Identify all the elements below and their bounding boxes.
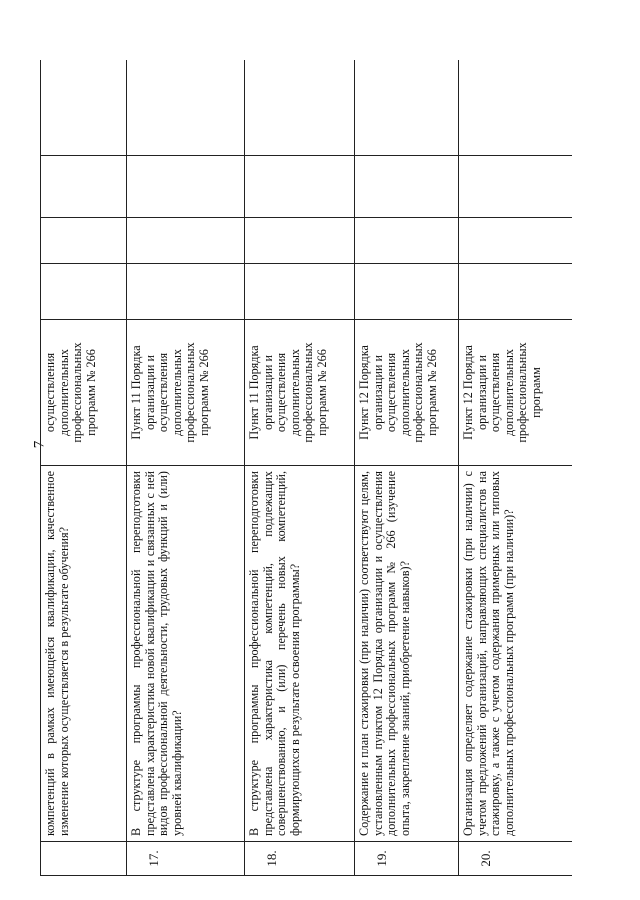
reference-cell: осуществления дополнительных профессиональных программ № 266 <box>41 320 127 466</box>
reference-cell: Пункт 12 Порядка организации и осуществления дополнительных профессиональных программ <box>459 320 573 466</box>
row-number: 17. <box>127 842 245 876</box>
answer-yes-cell <box>355 264 459 320</box>
table-row <box>41 60 127 876</box>
rotated-table-wrapper <box>40 60 572 876</box>
answer-yes-cell <box>459 264 573 320</box>
answer-no-cell <box>127 218 245 264</box>
notes-cell <box>459 60 573 156</box>
table-row <box>459 60 573 876</box>
row-number <box>41 842 127 876</box>
not-applicable-cell <box>355 156 459 218</box>
answer-no-cell <box>41 218 127 264</box>
answer-no-cell <box>245 218 355 264</box>
reference-cell: Пункт 11 Порядка организации и осуществления дополнительных профессиональных программ № 266 <box>245 320 355 466</box>
notes-cell <box>245 60 355 156</box>
notes-cell <box>41 60 127 156</box>
answer-yes-cell <box>41 264 127 320</box>
row-number: 19. <box>355 842 459 876</box>
question-cell: Содержание и план стажировки (при наличии) соответствуют целям, установленным пунктом 12 Порядка организации и осуществления дополнительных профессиональных программ № 266 (изучение опыта, закрепление знаний, приобретение навыков)? <box>355 466 459 842</box>
not-applicable-cell <box>459 156 573 218</box>
notes-cell <box>355 60 459 156</box>
not-applicable-cell <box>127 156 245 218</box>
table-row <box>245 60 355 876</box>
notes-cell <box>127 60 245 156</box>
row-number: 20. <box>459 842 573 876</box>
not-applicable-cell <box>245 156 355 218</box>
answer-no-cell <box>355 218 459 264</box>
answer-yes-cell <box>245 264 355 320</box>
question-cell: В структуре программы профессиональной переподготовки представлена характеристика новой квалификации и связанных с ней видов профессиональной деятельности, трудовых функций и (или) уровней квалификации? <box>127 466 245 842</box>
answer-no-cell <box>459 218 573 264</box>
question-cell: В структуре программы профессиональной переподготовки представлена характеристика компетенций, подлежащих совершенствованию, и (или) перечень новых компетенций, формирующихся в результате освоения программы? <box>245 466 355 842</box>
reference-cell: Пункт 12 Порядка организации и осуществления дополнительных профессиональных программ № 266 <box>355 320 459 466</box>
question-cell: Организация определяет содержание стажировки (при наличии) с учетом предложений организаций, направляющих специалистов на стажировку, а также с учетом содержания примерных или типовых дополнительных профессиональных программ (при наличии)? <box>459 466 573 842</box>
document-page <box>40 60 572 876</box>
not-applicable-cell <box>41 156 127 218</box>
page-number: 7 <box>31 440 48 449</box>
reference-cell: Пункт 11 Порядка организации и осуществления дополнительных профессиональных программ № 266 <box>127 320 245 466</box>
checklist-table <box>40 60 572 876</box>
answer-yes-cell <box>127 264 245 320</box>
row-number: 18. <box>245 842 355 876</box>
question-cell: компетенций в рамках имеющейся квалификации, качественное изменение которых осуществляется в результате обучения? <box>41 466 127 842</box>
table-row <box>355 60 459 876</box>
table-row <box>127 60 245 876</box>
